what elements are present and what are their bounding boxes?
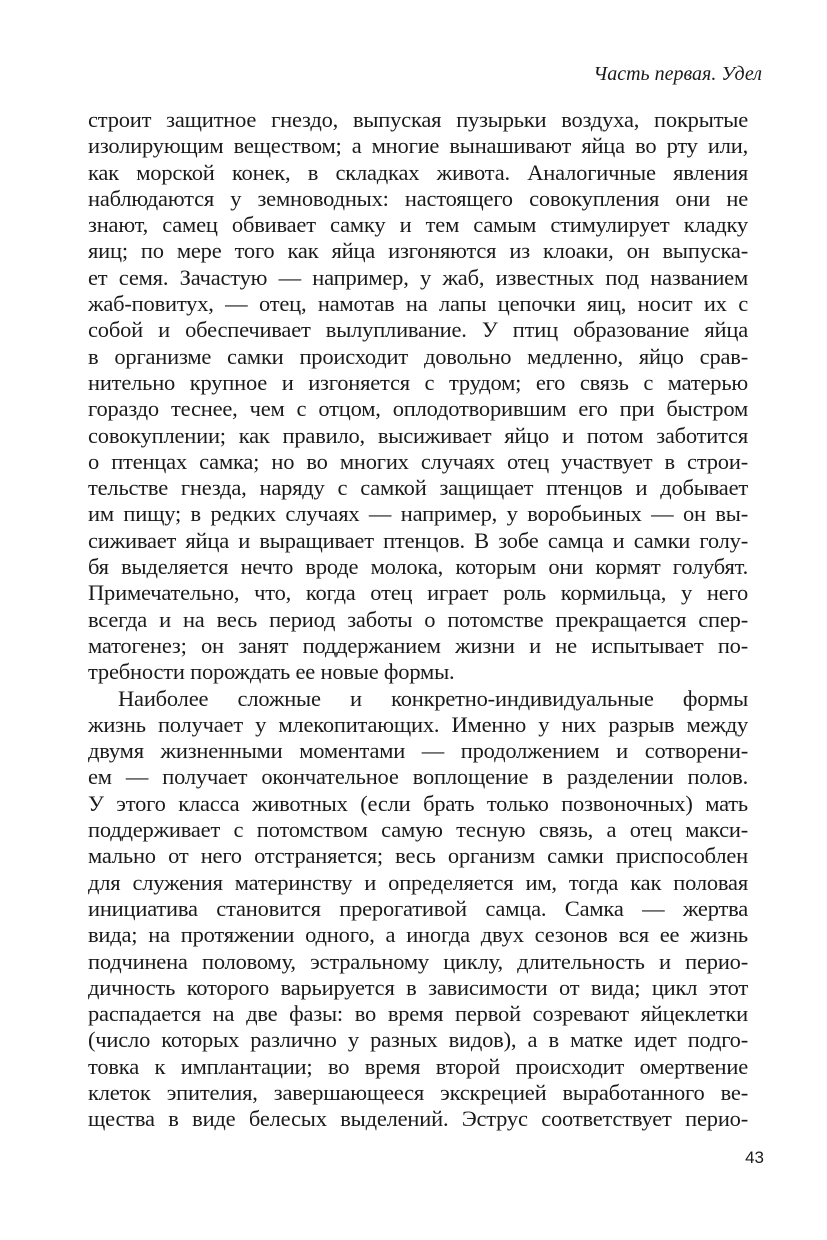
text-line: изолирующим веществом; а многие вынашивают яйца во рту или, [88,133,748,159]
text-line: товка к имплантации; во время второй происходит омертвение [88,1053,748,1079]
text-line: щества в виде белесых выделений. Эструс соответствует перио- [88,1106,748,1132]
text-line: о птенцах самка; но во многих случаях отец участвует в строи- [88,448,748,474]
text-line: Примечательно, что, когда отец играет роль кормильца, у него [88,580,748,606]
text-line: подчинена половому, эстральному циклу, длительность и перио- [88,948,748,974]
text-line: матогенез; он занят поддержанием жизни и не испытывает по- [88,632,748,658]
text-line: жаб-повитух, — отец, намотав на лапы цепочки яиц, носит их с [88,291,748,317]
text-line: дичность которого варьируется в зависимости от вида; цикл этот [88,974,748,1000]
text-line: сиживает яйца и выращивает птенцов. В зобе самца и самки голу- [88,527,748,553]
text-line: яиц; по мере того как яйца изгоняются из клоаки, он выпуска- [88,238,748,264]
text-line: жизнь получает у млекопитающих. Именно у них разрыв между [88,711,748,737]
text-line: двумя жизненными моментами — продолжением и сотворени- [88,738,748,764]
text-line: как морской конек, в складках живота. Аналогичные явления [88,159,748,185]
text-line: требности порождать ее новые формы. [88,659,455,685]
text-line: клеток эпителия, завершающееся экскрецией выработанного ве- [88,1079,748,1105]
text-line: всегда и на весь период заботы о потомстве прекращается спер- [88,606,748,632]
text-line: поддерживает с потомством самую тесную связь, а отец макси- [88,817,748,843]
text-line: нительно крупное и изгоняется с трудом; его связь с матерью [88,369,748,395]
text-line: наблюдаются у земноводных: настоящего совокупления они не [88,185,748,211]
text-line: им пищу; в редких случаях — например, у воробьиных — он вы- [88,501,748,527]
running-header: Часть первая. Удел [593,63,762,85]
text-line: У этого класса животных (если брать только позвоночных) мать [88,790,748,816]
text-line: бя выделяется нечто вроде молока, которым они кормят голубят. [88,554,748,580]
text-line: распадается на две фазы: во время первой созревают яйцеклетки [88,1001,748,1027]
text-line: строит защитное гнездо, выпуская пузырьки воздуха, покрытые [88,107,748,132]
text-line: (число которых различно у разных видов), а в матке идет подго- [88,1027,748,1053]
text-line: в организме самки происходит довольно медленно, яйцо срав- [88,343,748,369]
text-line: вида; на протяжении одного, а иногда двух сезонов вся ее жизнь [88,922,748,948]
text-line: инициатива становится прерогативой самца. Самка — жертва [88,895,748,921]
text-line: гораздо теснее, чем с отцом, оплодотворившим его при быстром [88,396,748,422]
text-line: Наиболее сложные и конкретно-индивидуальные формы [118,685,748,711]
text-line: собой и обеспечивает вылупливание. У птиц образование яйца [88,317,748,343]
text-line: совокуплении; как правило, высиживает яйцо и потом заботится [88,422,748,448]
paragraph-2 [88,686,748,1133]
body-text [88,107,748,1133]
page-number: 43 [745,1148,764,1167]
text-line: ем — получает окончательное воплощение в разделении полов. [88,764,748,790]
paragraph-1 [88,107,748,686]
text-line: мально от него отстраняется; весь организм самки приспособлен [88,843,748,869]
text-line: знают, самец обвивает самку и тем самым стимулирует кладку [88,212,748,238]
text-line: для служения материнству и определяется им, тогда как половая [88,869,748,895]
text-line: тельстве гнезда, наряду с самкой защищает птенцов и добывает [88,475,748,501]
text-line: ет семя. Зачастую — например, у жаб, известных под названием [88,264,748,290]
